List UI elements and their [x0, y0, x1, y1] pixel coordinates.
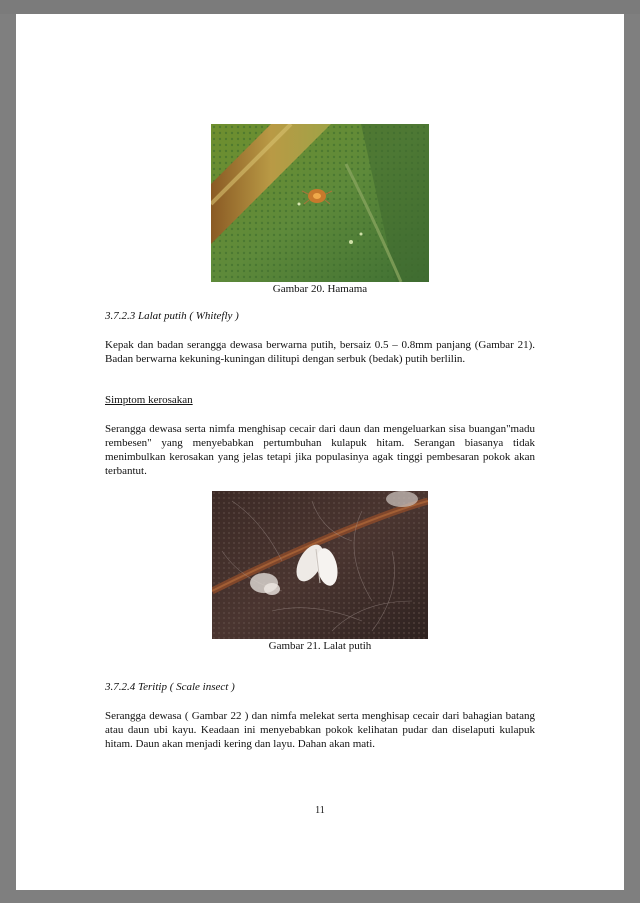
symptom-subheading: Simptom kerosakan [105, 394, 193, 406]
figure-21-caption: Gambar 21. Lalat putih [268, 640, 372, 652]
paragraph-symptom: Serangga dewasa serta nimfa menghisap cecair dari daun dan mengeluarkan sisa buangan"madu rembesen" yang menyebabkan pertumbuhan kulapuk hitam. Serangan biasanya tidak menimbulkan kerosakan yang jelas tetapi jika populasinya agak tinggi pembesaran pokok akan terbantut. [105, 423, 535, 477]
paragraph-teritip: Serangga dewasa ( Gambar 22 ) dan nimfa melekat serta menghisap cecair dari bahagian batang atau daun ubi kayu. Keadaan ini menyebabkan pokok kelihatan pudar dan diselaputi kulapuk hitam. Daun akan menjadi kering dan layu. Dahan akan mati. [105, 710, 535, 750]
section-heading-lalat-putih: 3.7.2.3 Lalat putih ( Whitefly ) [105, 310, 239, 322]
page-number: 11 [315, 805, 325, 816]
document-page [16, 14, 624, 890]
figure-20-caption: Gambar 20. Hamama [272, 283, 368, 295]
figure-hamama-photo [211, 124, 429, 282]
section-heading-teritip: 3.7.2.4 Teritip ( Scale insect ) [105, 681, 235, 693]
figure-lalat-putih-photo [212, 491, 428, 639]
viewer-top-bar [0, 0, 640, 14]
paragraph-lalat-putih: Kepak dan badan serangga dewasa berwarna putih, bersaiz 0.5 – 0.8mm panjang (Gambar 21). Badan berwarna kekuning-kuningan dilitupi dengan serbuk (bedak) putih berlilin. [105, 339, 535, 365]
